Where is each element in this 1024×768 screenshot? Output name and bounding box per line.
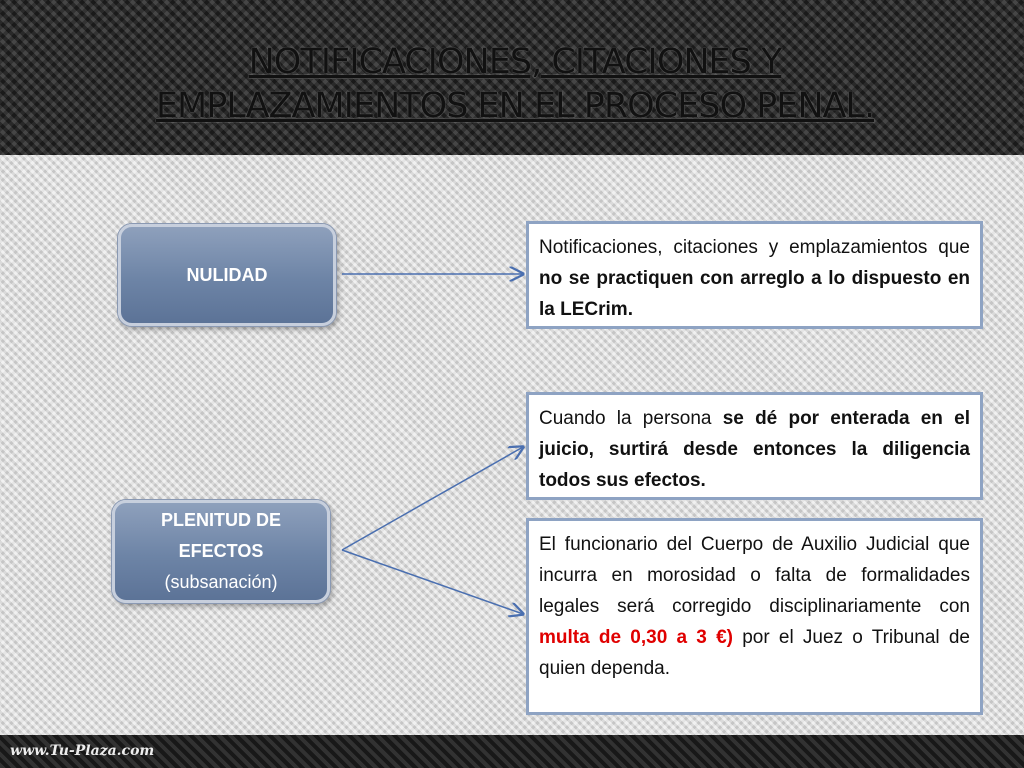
arrow-plenitud-down bbox=[342, 550, 523, 614]
box3-text-2: por el Juez o Tribunal de quien dependa. bbox=[539, 627, 971, 679]
nulidad-box bbox=[118, 224, 336, 326]
title-line-1: NOTIFICACIONES, CITACIONES Y bbox=[248, 42, 782, 82]
box2-bold: se dé por enterada en el juicio, surtirá desde entonces la diligencia todos sus efectos. bbox=[539, 408, 970, 491]
box2-text: Cuando la persona bbox=[539, 408, 723, 429]
plenitud-line-3: (subsanación) bbox=[164, 572, 278, 592]
footer-band bbox=[0, 735, 1024, 768]
box3-text-1: El funcionario del Cuerpo de Auxilio Judicial que incurra en morosidad o falta de formalidades legales será corregido disciplinariamente con bbox=[539, 534, 970, 617]
box-nulidad-text bbox=[526, 221, 983, 329]
box-funcionario-text bbox=[526, 518, 983, 715]
nulidad-label: NULIDAD bbox=[186, 265, 268, 285]
plenitud-line-1: PLENITUD DE bbox=[160, 510, 281, 530]
box1-text: Notificaciones, citaciones y emplazamientos que bbox=[539, 237, 970, 258]
box1-bold: no se practiquen con arreglo a lo dispuesto en la LECrim. bbox=[539, 268, 970, 320]
box-enterada-text bbox=[526, 392, 983, 500]
plenitud-box bbox=[112, 500, 330, 603]
box3-red: multa de 0,30 a 3 €) bbox=[539, 627, 733, 648]
title-line-2: EMPLAZAMIENTOS EN EL PROCESO PENAL. bbox=[155, 86, 875, 126]
footer-logo-text: www.Tu-Plaza.com bbox=[10, 743, 155, 759]
arrow-plenitud-up bbox=[342, 447, 523, 550]
plenitud-line-2: EFECTOS bbox=[178, 541, 264, 561]
